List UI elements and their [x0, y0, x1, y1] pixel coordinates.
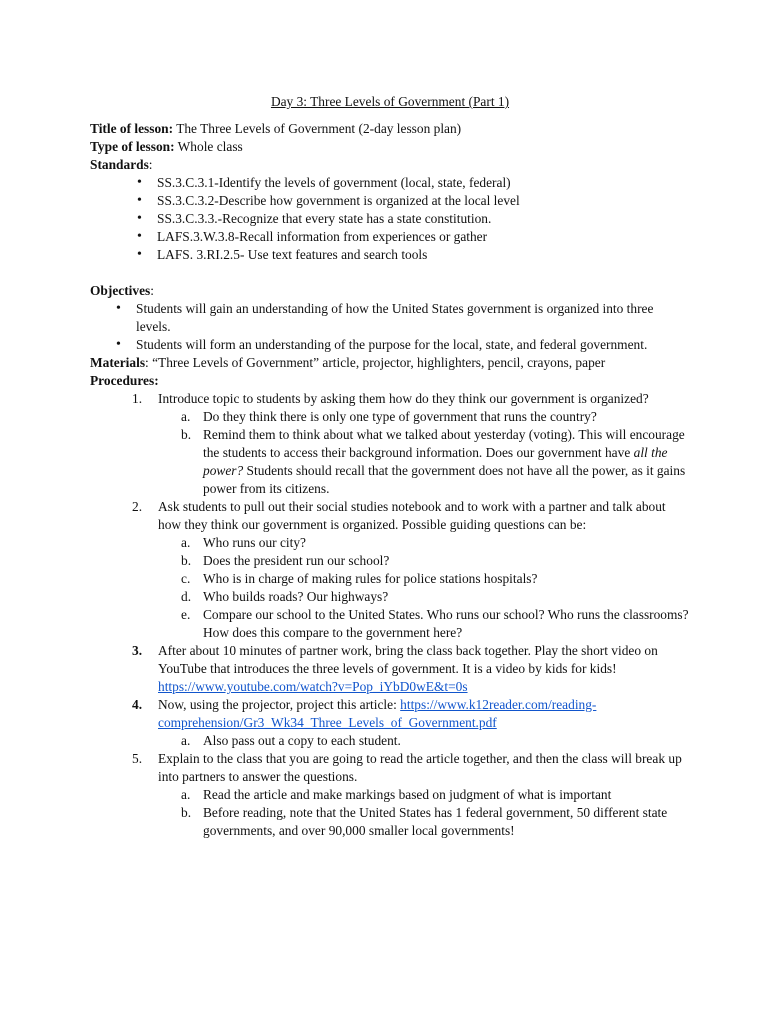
step-number: 5. — [132, 751, 143, 766]
procedure-step — [90, 498, 690, 642]
youtube-video-link[interactable]: https://www.youtube.com/watch?v=Pop_iYbD0wE&t=0s — [158, 679, 468, 694]
step-text: Introduce topic to students by asking them how do they think our government is organized? — [158, 391, 649, 406]
procedure-step — [90, 642, 690, 696]
sub-step-letter: a. — [181, 787, 191, 802]
sub-step-text: Compare our school to the United States. Who runs our school? Who runs the classrooms? How does this compare to the government here? — [203, 607, 689, 640]
sub-step-letter: e. — [181, 607, 191, 622]
materials-value: : “Three Levels of Government” article, projector, highlighters, pencil, crayons, paper — [145, 355, 606, 370]
sub-step-letter: a. — [181, 535, 191, 550]
document-title: Day 3: Three Levels of Government (Part 1) — [270, 94, 510, 109]
standard-item: • SS.3.C.3.2-Describe how government is organized at the local level — [157, 192, 690, 210]
sub-step — [158, 804, 690, 840]
materials-line — [90, 354, 690, 372]
title-of-lesson-label: Title of lesson: — [90, 121, 174, 136]
procedure-step — [90, 750, 690, 840]
sub-step-letter: c. — [181, 571, 191, 586]
sub-step — [158, 534, 690, 552]
sub-step — [158, 426, 690, 498]
step-number: 1. — [132, 391, 143, 406]
standard-item: • LAFS.3.W.3.8-Recall information from experiences or gather — [157, 228, 690, 246]
type-of-lesson-value: Whole class — [177, 139, 243, 154]
objective-item: • Students will form an understanding of the purpose for the local, state, and federal government. — [136, 336, 690, 354]
standards-heading — [90, 156, 690, 174]
sub-step — [158, 786, 690, 804]
objective-item: • Students will gain an understanding of how the United States government is organized into three levels. — [136, 300, 690, 336]
sub-step-list — [158, 732, 690, 750]
sub-step-letter: d. — [181, 589, 192, 604]
sub-step-letter: b. — [181, 553, 192, 568]
standards-label: Standards — [90, 157, 149, 172]
sub-step-italic-text: all the power? — [203, 445, 668, 478]
sub-step — [158, 570, 690, 588]
title-of-lesson-line — [90, 120, 690, 138]
step-text: Now, using the projector, project this article: — [158, 697, 401, 712]
step-number: 3. — [132, 643, 143, 658]
lesson-plan-page — [90, 93, 690, 840]
sub-step-letter: b. — [181, 805, 192, 820]
sub-step-text: Who builds roads? Our highways? — [203, 589, 389, 604]
sub-step-list — [158, 534, 690, 642]
standards-colon: : — [148, 157, 153, 172]
step-text: Explain to the class that you are going to read the article together, and then the class will break up into partners to answer the questions. — [158, 751, 682, 784]
sub-step-letter: b. — [181, 427, 192, 442]
type-of-lesson-label: Type of lesson: — [90, 139, 175, 154]
procedures-list — [90, 390, 690, 840]
sub-step — [158, 732, 690, 750]
sub-step — [158, 606, 690, 642]
step-text: After about 10 minutes of partner work, bring the class back together. Play the short video on YouTube that introduces the three levels of government. It is a video by kids for kids! — [158, 643, 658, 676]
sub-step — [158, 552, 690, 570]
procedures-heading — [90, 372, 690, 390]
standard-item: • SS.3.C.3.1-Identify the levels of government (local, state, federal) — [157, 174, 690, 192]
objectives-heading — [90, 282, 690, 300]
sub-step-letter: a. — [181, 733, 191, 748]
sub-step — [158, 588, 690, 606]
procedures-label: Procedures: — [90, 373, 159, 388]
title-of-lesson-value: The Three Levels of Government (2-day lesson plan) — [176, 121, 462, 136]
sub-step-list — [158, 408, 690, 498]
sub-step — [158, 408, 690, 426]
sub-step-text: Does the president run our school? — [203, 553, 390, 568]
sub-step-list — [158, 786, 690, 840]
sub-step-text-continued: Students should recall that the government does not have all the power, as it gains power from its citizens. — [203, 463, 686, 496]
objectives-list — [90, 300, 690, 354]
sub-step-text: Before reading, note that the United States has 1 federal government, 50 different state governments, and over 90,000 smaller local governments! — [203, 805, 668, 838]
step-number: 4. — [132, 697, 143, 712]
objectives-colon: : — [150, 283, 154, 298]
sub-step-text: Who runs our city? — [203, 535, 307, 550]
sub-step-letter: a. — [181, 409, 191, 424]
sub-step-text: Remind them to think about what we talked about yesterday (voting). This will encourage the students to access their background information. Does our government have — [203, 427, 685, 460]
standards-list — [90, 174, 690, 264]
objectives-label: Objectives — [90, 283, 151, 298]
article-pdf-link[interactable]: https://www.k12reader.com/reading-comprehension/Gr3_Wk34_Three_Levels_of_Government.pdf — [158, 697, 597, 730]
sub-step-text: Do they think there is only one type of government that runs the country? — [203, 409, 597, 424]
sub-step-text: Also pass out a copy to each student. — [203, 733, 401, 748]
procedure-step — [90, 390, 690, 498]
spacer — [90, 264, 690, 282]
sub-step-text: Who is in charge of making rules for police stations hospitals? — [203, 571, 538, 586]
sub-step-text: Read the article and make markings based on judgment of what is important — [203, 787, 612, 802]
step-number: 2. — [132, 499, 143, 514]
materials-label: Materials — [90, 355, 146, 370]
type-of-lesson-line — [90, 138, 690, 156]
step-text: Ask students to pull out their social studies notebook and to work with a partner and talk about how they think our government is organized. Possible guiding questions can be: — [158, 499, 666, 532]
standard-item: • LAFS. 3.RI.2.5- Use text features and search tools — [157, 246, 690, 264]
procedure-step — [90, 696, 690, 750]
standard-item: • SS.3.C.3.3.-Recognize that every state has a state constitution. — [157, 210, 690, 228]
